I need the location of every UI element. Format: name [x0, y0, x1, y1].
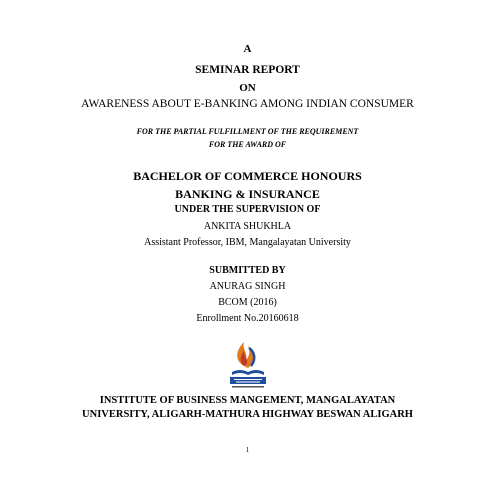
report-on: ON — [239, 82, 256, 94]
report-type: SEMINAR REPORT — [195, 64, 300, 76]
supervisor-designation: Assistant Professor, IBM, Mangalayatan University — [144, 237, 351, 248]
degree-specialization: BANKING & INSURANCE — [175, 187, 320, 201]
institute-line-1: INSTITUTE OF BUSINESS MANGEMENT, MANGALAYATAN — [99, 395, 396, 406]
fulfillment-line-1: FOR THE PARTIAL FULFILLMENT OF THE REQUIREMENT — [136, 127, 359, 136]
submitted-by-heading: SUBMITTED BY — [209, 265, 286, 276]
supervisor-name: ANKITA SHUKHLA — [203, 221, 292, 232]
student-course: BCOM (2016) — [218, 297, 277, 308]
page-number: 1 — [245, 446, 250, 454]
student-name: ANURAG SINGH — [209, 281, 286, 292]
supervision-heading: UNDER THE SUPERVISION OF — [174, 204, 321, 215]
degree-name: BACHELOR OF COMMERCE HONOURS — [133, 169, 362, 183]
fulfillment-line-2: FOR THE AWARD OF — [208, 140, 287, 149]
student-enrollment: Enrollment No.20160618 — [196, 313, 299, 324]
report-topic: AWARENESS ABOUT E-BANKING AMONG INDIAN CONSUMER — [81, 98, 414, 110]
report-article: A — [243, 43, 252, 55]
institute-line-2: UNIVERSITY, ALIGARH-MATHURA HIGHWAY BESWAN ALIGARH — [82, 409, 413, 420]
university-emblem-icon — [222, 338, 274, 390]
